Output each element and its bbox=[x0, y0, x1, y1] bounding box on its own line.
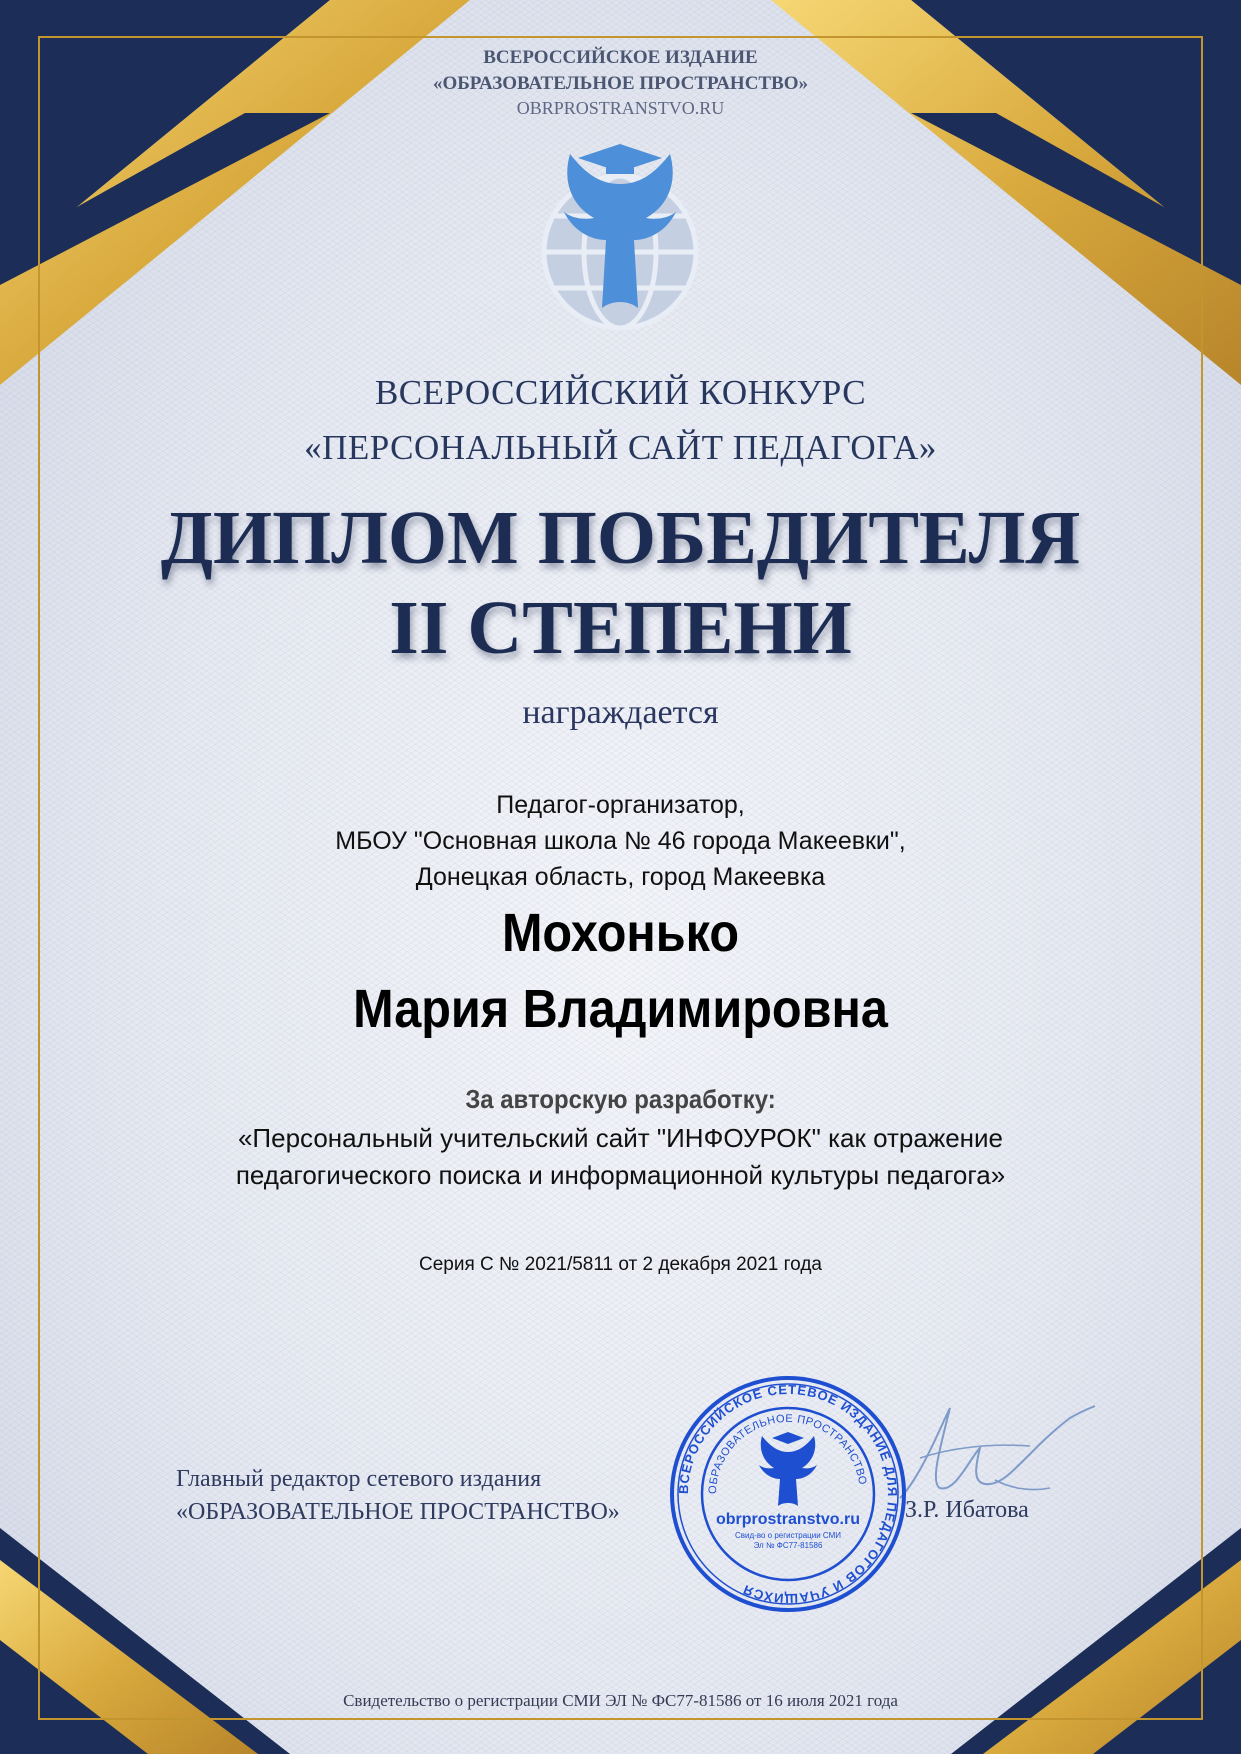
stamp-reg-line2: Эл № ФС77-81586 bbox=[753, 1541, 823, 1550]
recipient-school: МБОУ "Основная школа № 46 города Макеевки", bbox=[335, 827, 906, 855]
editor-role-line2: «ОБРАЗОВАТЕЛЬНОЕ ПРОСТРАНСТВО» bbox=[176, 1499, 620, 1525]
work-label: За авторскую разработку: bbox=[465, 1084, 776, 1114]
work-title-line2: педагогического поиска и информационной культуры педагога» bbox=[235, 1160, 1006, 1190]
contest-title-line1: ВСЕРОССИЙСКИЙ КОНКУРС bbox=[374, 373, 867, 412]
publisher-line2: «ОБРАЗОВАТЕЛЬНОЕ ПРОСТРАНСТВО» bbox=[432, 73, 809, 94]
stamp-inner-text: ОБРАЗОВАТЕЛЬНОЕ ПРОСТРАНСТВО bbox=[706, 1412, 869, 1495]
recipient-details bbox=[0, 787, 1241, 895]
publisher-line1: ВСЕРОССИЙСКОЕ ИЗДАНИЕ bbox=[483, 47, 758, 68]
stamp-reg-line1: Свид-во о регистрации СМИ bbox=[734, 1531, 842, 1540]
recipient-position: Педагог-организатор, bbox=[496, 791, 745, 819]
work-title-line1: «Персональный учительский сайт "ИНФОУРОК" как отражение bbox=[237, 1123, 1004, 1153]
signatory-name: З.Р. Ибатова bbox=[905, 1497, 1029, 1523]
contest-title-line2: «ПЕРСОНАЛЬНЫЙ САЙТ ПЕДАГОГА» bbox=[304, 428, 937, 467]
recipient-surname: Мохонько bbox=[501, 903, 740, 963]
stamp-outer-text: ВСЕРОССИЙСКОЕ СЕТЕВОЕ ИЗДАНИЕ ДЛЯ ПЕДАГОГОВ И УЧАЩИХСЯ bbox=[675, 1381, 901, 1607]
diploma-title-line2: II СТЕПЕНИ bbox=[389, 586, 852, 670]
series-number: Серия С № 2021/5811 от 2 декабря 2021 года bbox=[419, 1254, 822, 1275]
editor-role-line1: Главный редактор сетевого издания bbox=[176, 1466, 542, 1492]
recipient-region: Донецкая область, город Макеевка bbox=[415, 863, 826, 891]
work-title bbox=[0, 1120, 1241, 1194]
diploma-title-line1: ДИПЛОМ ПОБЕДИТЕЛЯ bbox=[160, 496, 1081, 580]
stamp-site: obrprostranstvo.ru bbox=[715, 1511, 861, 1528]
recipient-given-names: Мария Владимировна bbox=[353, 979, 888, 1039]
publisher-site: OBRPROSTRANSTVO.RU bbox=[516, 98, 725, 118]
editor-role bbox=[176, 1463, 620, 1529]
round-seal-icon bbox=[668, 1374, 908, 1614]
dove-globe-graduation-cap-icon bbox=[522, 140, 718, 340]
registration-footer: Свидетельство о регистрации СМИ ЭЛ № ФС77-81586 от 16 июля 2021 года bbox=[343, 1691, 898, 1710]
awarded-label: награждается bbox=[522, 694, 719, 731]
